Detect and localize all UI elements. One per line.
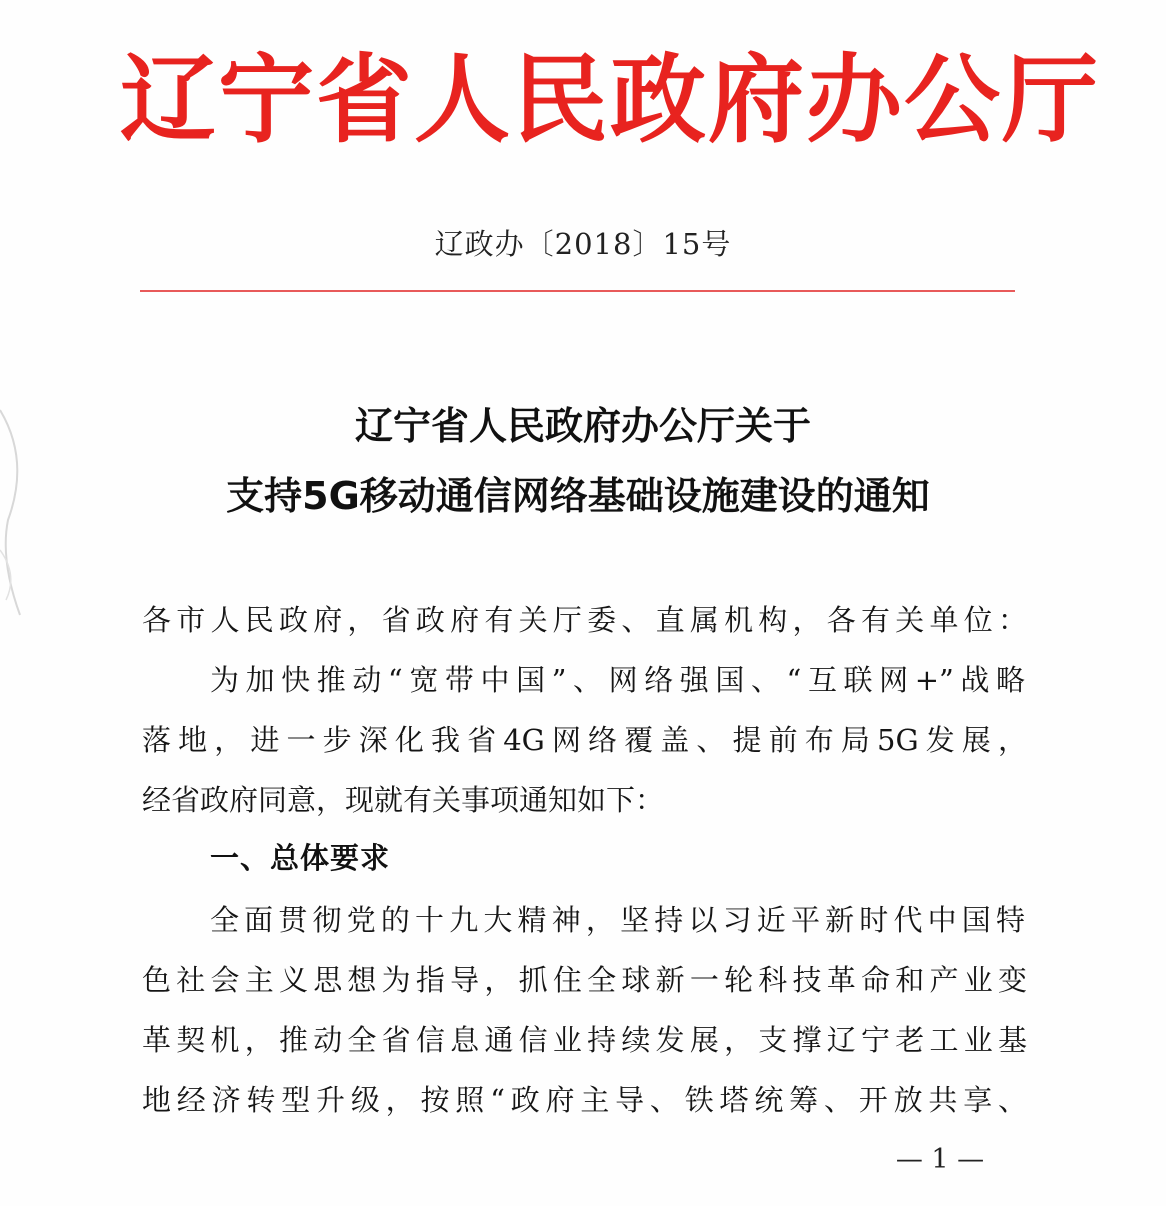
paragraph-line: 经省政府同意，现就有关事项通知如下： (142, 783, 665, 817)
document-number: 辽政办〔2018〕15号 (434, 227, 732, 261)
section-heading: 一、总体要求 (210, 841, 391, 875)
paragraph-line: 落地，进一步深化我省4G网络覆盖、提前布局5G发展， (142, 723, 1027, 757)
paragraph-line: 全面贯彻党的十九大精神，坚持以习近平新时代中国特 (210, 903, 1025, 937)
document-title-line-1: 辽宁省人民政府办公厅关于 (354, 404, 811, 448)
paragraph-line: 革契机，推动全省信息通信业持续发展，支撑辽宁老工业基 (142, 1023, 1027, 1057)
document-title-line-2: 支持5G移动通信网络基础设施建设的通知 (226, 474, 930, 518)
paragraph-line: 为加快推动“宽带中国”、网络强国、“互联网+”战略 (210, 663, 1025, 697)
paragraph-line: 地经济转型升级，按照“政府主导、铁塔统筹、开放共享、 (142, 1083, 1027, 1117)
paragraph-line: 色社会主义思想为指导，抓住全球新一轮科技革命和产业变 (142, 963, 1027, 997)
issuing-office-header: 辽宁省人民政府办公厅 (120, 44, 1100, 156)
page-number: — 1 — (895, 1144, 985, 1175)
red-separator-line (140, 290, 1015, 292)
salutation: 各市人民政府，省政府有关厅委、直属机构，各有关单位： (142, 603, 1027, 637)
